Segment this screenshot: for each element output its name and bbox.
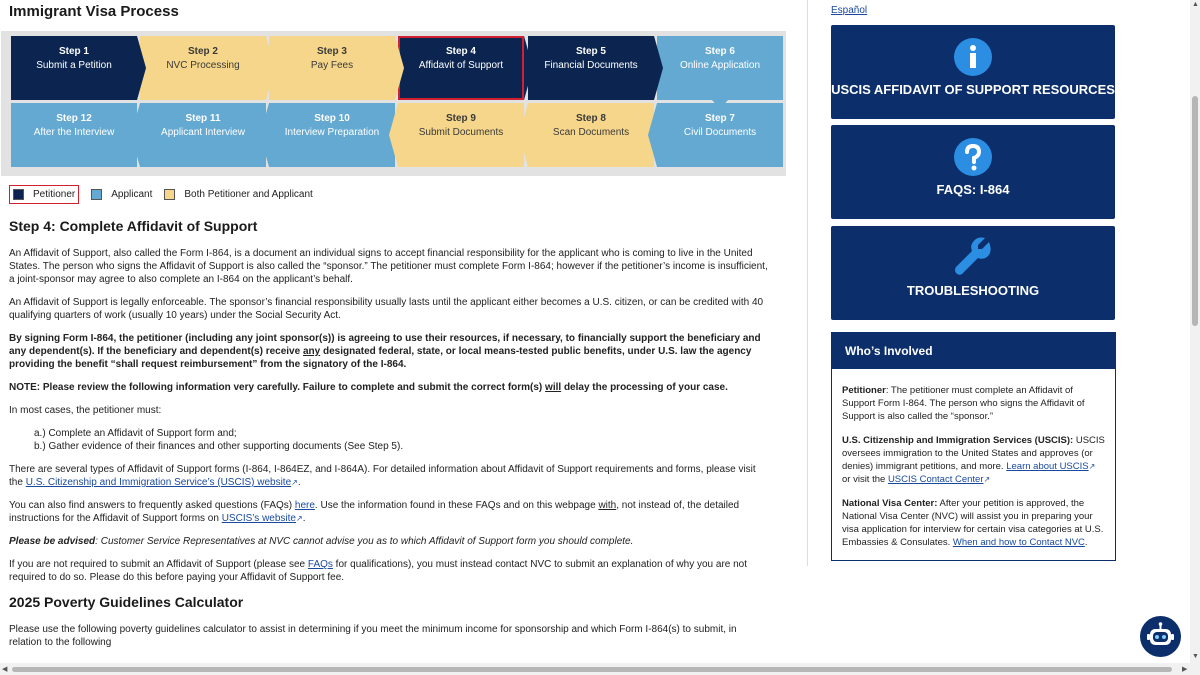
step-8[interactable]: [528, 103, 654, 167]
paragraph: [9, 558, 771, 584]
text: By signing Form I-864, the petitioner (including any joint sponsor(s)) is agreeing to use their resources, if necessary, to financially support the beneficiary and any dependent(s). If the beneficiary and dependent(s) receive: [9, 333, 761, 357]
horizontal-scrollbar[interactable]: [0, 663, 1200, 675]
section-heading: 2025 Poverty Guidelines Calculator: [9, 594, 244, 610]
step-5[interactable]: [528, 36, 654, 100]
step-label: Online Application: [679, 60, 761, 71]
text: : Customer Service Representatives at NVC cannot advise you as to which Affidavit of Support form you should complete.: [95, 536, 634, 547]
text: NOTE: Please review the following information very carefully. Failure to complete and submit the correct form(s): [9, 382, 546, 393]
legend-petitioner[interactable]: [9, 185, 79, 204]
step-number: Step 11: [185, 113, 221, 124]
step-number: Step 3: [316, 46, 347, 57]
scroll-down-icon[interactable]: ▼: [1192, 653, 1199, 660]
troubleshooting-card[interactable]: [831, 226, 1115, 320]
step-number: Step 7: [704, 113, 735, 124]
text: designated federal, state, or local means-tested public benefits, under U.S. law the agency providing the benefit “shall request reimbursement” from the signatory of the I-864.: [9, 346, 752, 370]
external-link-icon: ↗: [296, 514, 303, 523]
section-heading: Step 4: Complete Affidavit of Support: [9, 218, 258, 234]
list-item: a.) Complete an Affidavit of Support form and;: [34, 428, 237, 439]
uscis-resources-card[interactable]: [831, 25, 1115, 119]
step-label: Financial Documents: [544, 60, 638, 71]
legend-both[interactable]: [164, 185, 312, 204]
term: National Visa Center:: [842, 498, 938, 509]
legend-label: Both Petitioner and Applicant: [184, 189, 313, 200]
step-11[interactable]: [140, 103, 266, 167]
uscis-website-link[interactable]: U.S. Citizenship and Immigration Service’s (USCIS) website: [25, 477, 292, 488]
text: for qualifications), you must instead contact NVC to submit an explanation of why you are not required to do so. Please do this before paying your Affidavit of Support fee.: [9, 559, 748, 583]
scroll-right-icon[interactable]: ▶: [1182, 666, 1188, 673]
paragraph: Please use the following poverty guidelines calculator to assist in determining if you meet the minimum income for sponsorship and which Form I-864(s) to submit, in relation to the following: [9, 624, 737, 648]
step-label: NVC Processing: [166, 60, 240, 71]
scroll-up-icon[interactable]: ▲: [1192, 1, 1199, 8]
step-number: Step 12: [56, 113, 92, 124]
step-label: Submit Documents: [418, 127, 504, 138]
step-label: Affidavit of Support: [418, 60, 504, 71]
paragraph: An Affidavit of Support is legally enforceable. The sponsor’s financial responsibility usually lasts until the applicant either becomes a U.S. citizen, or can be credited with 40 qualifying quarters of work (usually 10 years) under the Social Security Act.: [9, 297, 764, 321]
term: Petitioner: [842, 385, 886, 396]
uscis-info: [842, 434, 1105, 486]
step-number: Step 10: [314, 113, 350, 124]
emphasis: with: [598, 500, 617, 511]
info-icon: [953, 37, 993, 77]
scroll-left-icon[interactable]: ◀: [2, 666, 8, 673]
emphasis: any: [302, 346, 321, 357]
vertical-scrollbar[interactable]: [1190, 0, 1200, 663]
faqs-card[interactable]: [831, 125, 1115, 219]
chevron-right-icon: [654, 36, 663, 100]
language-link[interactable]: Español: [831, 5, 868, 16]
step-4[interactable]: [398, 36, 524, 100]
paragraph: [9, 463, 771, 489]
whos-involved-body: [832, 369, 1115, 549]
text: .: [1084, 537, 1088, 548]
card-label: FAQS: I-864: [936, 182, 1010, 197]
text: .: [302, 513, 306, 524]
emphasis: will: [545, 382, 562, 393]
paragraph: [9, 499, 771, 525]
chevron-left-icon: [389, 103, 398, 167]
step-2[interactable]: [140, 36, 266, 100]
chevron-right-icon: [266, 36, 275, 100]
external-link-icon: ↗: [983, 475, 991, 484]
text: You can also find answers to frequently asked questions (FAQs): [9, 500, 295, 511]
advisory-label: Please be advised: [9, 536, 96, 547]
step-7[interactable]: [657, 103, 783, 167]
chevron-left-icon: [648, 103, 657, 167]
requirements-list: [34, 427, 771, 453]
step-label: Civil Documents: [683, 127, 757, 138]
robot-icon: [1140, 616, 1181, 657]
petitioner-info: [842, 384, 1105, 423]
legend-label: Applicant: [111, 189, 153, 200]
horizontal-scroll-thumb[interactable]: [12, 667, 1172, 672]
whos-involved-title: Who’s Involved: [832, 333, 1115, 369]
step-label: After the Interview: [33, 127, 115, 138]
faqs-here-link[interactable]: here: [294, 500, 315, 511]
uscis-forms-link[interactable]: USCIS’s website: [221, 513, 296, 524]
step-label: Submit a Petition: [36, 60, 112, 71]
step-9[interactable]: [398, 103, 524, 167]
sidebar-divider: [807, 0, 808, 566]
legend-swatch: [164, 189, 175, 200]
step-10[interactable]: [269, 103, 395, 167]
step-1[interactable]: [11, 36, 137, 100]
chevron-left-icon: [519, 103, 528, 167]
vertical-scroll-thumb[interactable]: [1192, 96, 1198, 326]
paragraph: An Affidavit of Support, also called the Form I-864, is a document an individual signs to accept financial responsibility for the applicant who is coming to live in the United States. The person who signs the Affidavit of Support is also called the “sponsor.” The petitioner must complete Form I-864; however if the petitioner’s income is insufficient, a joint-sponsor may agree to also complete an I-864 on the applicant’s behalf.: [9, 248, 768, 285]
card-label: TROUBLESHOOTING: [906, 283, 1040, 298]
legend-applicant[interactable]: [91, 185, 152, 204]
text: or visit the: [842, 474, 888, 485]
steps-panel: [1, 31, 786, 176]
text: After your petition is approved, the National Visa Center (NVC) will assist you in preparing your visa application for interview for certain visa categories at U.S. Embassies & Consulates.: [842, 498, 1104, 548]
advisory: [9, 535, 771, 548]
step-number: Step 1: [58, 46, 89, 57]
chevron-right-icon: [395, 36, 404, 100]
step-label: Pay Fees: [310, 60, 354, 71]
page-title: Immigrant Visa Process: [9, 3, 179, 20]
step-label: Applicant Interview: [161, 127, 245, 138]
article: [9, 220, 771, 659]
chevron-left-icon: [131, 103, 140, 167]
step-label: Scan Documents: [552, 127, 630, 138]
chevron-right-icon: [137, 36, 146, 100]
whos-involved-box: [831, 332, 1116, 561]
step-number: Step 5: [575, 46, 606, 57]
step-number: Step 2: [187, 46, 218, 57]
step-12[interactable]: [11, 103, 137, 167]
paragraph-bold: [9, 332, 771, 371]
step-label: Interview Preparation: [284, 127, 380, 138]
chevron-right-icon: [524, 36, 533, 100]
list-item: b.) Gather evidence of their finances and other supporting documents (See Step 5).: [34, 441, 404, 452]
step-number: Step 4: [445, 46, 476, 57]
step-number: Step 9: [445, 113, 476, 124]
step-number: Step 6: [704, 46, 735, 57]
card-label: USCIS AFFIDAVIT OF SUPPORT RESOURCES: [831, 82, 1115, 97]
uscis-contact-center-link[interactable]: USCIS Contact Center: [887, 474, 984, 485]
text: .: [297, 477, 301, 488]
text: delay the processing of your case.: [561, 382, 728, 393]
text: USCIS oversees immigration to the United States and approves (or denies) immigrant petitions, and more.: [842, 435, 1105, 472]
text: If you are not required to submit an Affidavit of Support (please see: [9, 559, 308, 570]
legend-swatch: [13, 189, 24, 200]
contact-nvc-link[interactable]: When and how to Contact NVC: [952, 537, 1085, 548]
text: : The petitioner must complete an Affidavit of Support Form I-864. The person who signs the Affidavit of Support is also called the “sponsor.”: [842, 385, 1085, 422]
wrench-icon: [951, 236, 995, 280]
external-link-icon: ↗: [1088, 462, 1096, 471]
term: U.S. Citizenship and Immigration Services (USCIS):: [842, 435, 1074, 446]
legend-label: Petitioner: [33, 189, 76, 200]
note: [9, 381, 771, 394]
paragraph: In most cases, the petitioner must:: [9, 405, 162, 416]
chatbot-button[interactable]: [1140, 616, 1181, 657]
faqs-link[interactable]: FAQs: [307, 559, 333, 570]
step-3[interactable]: [269, 36, 395, 100]
legend: [9, 185, 325, 204]
external-link-icon: ↗: [291, 478, 298, 487]
chevron-left-icon: [260, 103, 269, 167]
step-6[interactable]: [657, 36, 783, 100]
nvc-info: [842, 497, 1105, 549]
learn-about-uscis-link[interactable]: Learn about USCIS: [1006, 461, 1089, 472]
question-icon: [953, 137, 993, 177]
text: There are several types of Affidavit of Support forms (I-864, I-864EZ, and I-864A). For detailed information about Affidavit of Support requirements and forms, please visit the: [9, 464, 756, 488]
step-number: Step 8: [575, 113, 606, 124]
legend-swatch: [91, 189, 102, 200]
text: . Use the information found in these FAQs and on this webpage: [314, 500, 599, 511]
text: , not instead of, the detailed instructions for the Affidavit of Support forms on: [9, 500, 740, 524]
